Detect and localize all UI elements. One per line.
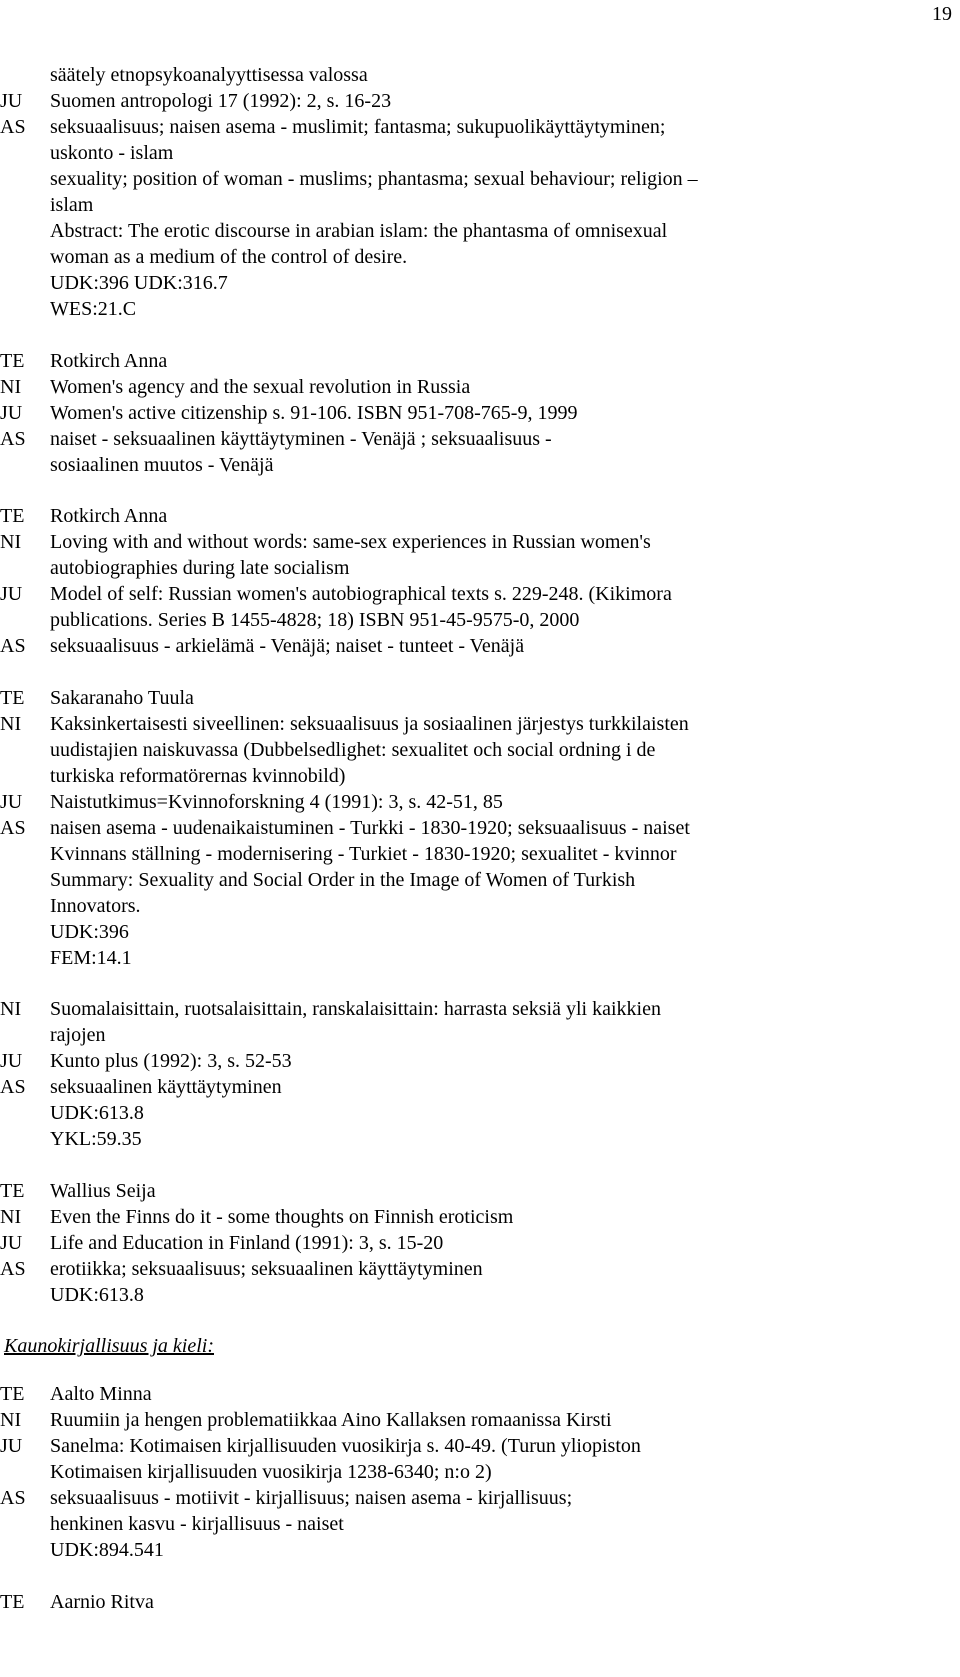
- entry-field: [0, 348, 960, 374]
- entry-field: [0, 1589, 960, 1615]
- entry-field: [0, 996, 960, 1048]
- field-tag: NI: [0, 1205, 22, 1228]
- field-value: [50, 711, 960, 789]
- field-line: Rotkirch Anna: [50, 505, 168, 527]
- field-line: Kvinnans ställning - modernisering - Turkiet - 1830-1920; sexualitet - kvinnor: [50, 842, 677, 865]
- entry-field: [0, 1433, 960, 1485]
- field-line: WES:21.C: [50, 298, 137, 320]
- field-line: säätely etnopsykoanalyyttisessa valossa: [50, 64, 368, 86]
- field-line: rajojen: [50, 1024, 106, 1046]
- field-value: [50, 581, 960, 633]
- field-tag: NI: [0, 1409, 22, 1431]
- field-value: [50, 1074, 960, 1152]
- field-line: Summary: Sexuality and Social Order in the Image of Women of Turkish: [50, 868, 636, 891]
- field-value: [50, 633, 960, 659]
- field-value: [50, 88, 960, 114]
- field-tag: TE: [0, 1383, 25, 1405]
- entry-field: [0, 1178, 960, 1204]
- field-value: [50, 1381, 960, 1407]
- field-line: Model of self: Russian women's autobiographical texts s. 229-248. (Kikimora: [50, 583, 672, 605]
- entry-field: [0, 1407, 960, 1433]
- field-tag: JU: [0, 1435, 23, 1457]
- field-line: uudistajien naiskuvassa (Dubbelsedlighet: sexualitet och social ordning i de: [50, 738, 656, 761]
- field-tag: AS: [0, 427, 26, 450]
- field-tag: TE: [0, 349, 25, 372]
- field-line: autobiographies during late socialism: [50, 557, 350, 579]
- field-value: [50, 1485, 960, 1563]
- field-line: Kotimaisen kirjallisuuden vuosikirja 1238-6340; n:o 2): [50, 1461, 492, 1483]
- field-line: Suomalaisittain, ruotsalaisittain, ranskalaisittain: harrasta seksiä yli kaikkien: [50, 998, 661, 1020]
- field-value: [50, 348, 960, 374]
- bibliography-entry: [0, 996, 960, 1152]
- field-line: Kunto plus (1992): 3, s. 52-53: [50, 1050, 292, 1072]
- field-tag: TE: [0, 1179, 25, 1202]
- field-value: [50, 1178, 960, 1204]
- field-tag: AS: [0, 1076, 26, 1098]
- field-line: seksuaalisuus - arkielämä - Venäjä; naiset - tunteet - Venäjä: [50, 635, 525, 657]
- entry-field: [0, 1074, 960, 1152]
- entry-field: [0, 815, 960, 971]
- field-value: [50, 996, 960, 1048]
- field-line: sosiaalinen muutos - Venäjä: [50, 453, 274, 476]
- field-line: UDK:894.541: [50, 1539, 164, 1561]
- field-value: [50, 789, 960, 815]
- field-line: Wallius Seija: [50, 1179, 156, 1202]
- field-tag: JU: [0, 790, 23, 813]
- field-value: [50, 374, 960, 400]
- field-tag: AS: [0, 635, 26, 657]
- field-value: [50, 426, 960, 478]
- field-line: Aarnio Ritva: [50, 1590, 154, 1613]
- entry-field: [0, 581, 960, 633]
- field-value: [50, 1433, 960, 1485]
- field-tag: JU: [0, 1231, 23, 1254]
- field-value: [50, 1589, 960, 1615]
- bibliography-entry: [0, 685, 960, 971]
- field-tag: AS: [0, 1257, 26, 1280]
- field-tag: JU: [0, 90, 23, 112]
- field-value: [50, 114, 960, 322]
- field-tag: TE: [0, 505, 25, 527]
- entry-field: [0, 789, 960, 815]
- bibliography-entry: [0, 1178, 960, 1308]
- field-tag: TE: [0, 1590, 25, 1613]
- field-line: UDK:396 UDK:316.7: [50, 272, 228, 294]
- field-line: Ruumiin ja hengen problematiikkaa Aino Kallaksen romaanissa Kirsti: [50, 1409, 612, 1431]
- field-line: turkiska reformatörernas kvinnobild): [50, 764, 346, 787]
- field-value: [50, 1230, 960, 1256]
- bibliography-entry: [0, 62, 960, 322]
- field-line: UDK:613.8: [50, 1102, 144, 1124]
- field-line: seksuaalisuus; naisen asema - muslimit; fantasma; sukupuolikäyttäytyminen;: [50, 116, 666, 138]
- field-value: [50, 529, 960, 581]
- entry-field: [0, 633, 960, 659]
- section-entry-list: [0, 1381, 960, 1615]
- field-line: seksuaalisuus - motiivit - kirjallisuus; naisen asema - kirjallisuus;: [50, 1487, 573, 1509]
- field-line: seksuaalinen käyttäytyminen: [50, 1076, 282, 1098]
- bibliography-entry: [0, 1589, 960, 1615]
- entry-list: [0, 62, 960, 1308]
- field-tag: NI: [0, 531, 22, 553]
- field-tag: AS: [0, 816, 26, 839]
- field-line: Loving with and without words: same-sex experiences in Russian women's: [50, 531, 651, 553]
- field-line: Abstract: The erotic discourse in arabian islam: the phantasma of omnisexual: [50, 220, 668, 242]
- entry-field: [0, 374, 960, 400]
- page-number: 19: [932, 3, 952, 25]
- field-line: Innovators.: [50, 894, 141, 917]
- field-line: erotiikka; seksuaalisuus; seksuaalinen käyttäytyminen: [50, 1257, 483, 1280]
- field-tag: AS: [0, 116, 26, 138]
- field-line: Naistutkimus=Kvinnoforskning 4 (1991): 3, s. 42-51, 85: [50, 790, 503, 813]
- entry-field: [0, 114, 960, 322]
- section-heading: Kaunokirjallisuus ja kieli:: [4, 1335, 214, 1357]
- entry-field: [0, 62, 960, 88]
- entry-field: [0, 711, 960, 789]
- entry-field: [0, 529, 960, 581]
- entry-field: [0, 1485, 960, 1563]
- field-tag: TE: [0, 686, 25, 709]
- field-line: woman as a medium of the control of desire.: [50, 246, 408, 268]
- entry-field: [0, 503, 960, 529]
- field-line: Kaksinkertaisesti siveellinen: seksuaalisuus ja sosiaalinen järjestys turkkilaisten: [50, 712, 689, 735]
- field-tag: AS: [0, 1487, 26, 1509]
- field-line: Rotkirch Anna: [50, 349, 168, 372]
- field-line: Even the Finns do it - some thoughts on Finnish eroticism: [50, 1205, 514, 1228]
- field-line: naisen asema - uudenaikaistuminen - Turkki - 1830-1920; seksuaalisuus - naiset: [50, 816, 690, 839]
- field-line: naiset - seksuaalinen käyttäytyminen - Venäjä ; seksuaalisuus -: [50, 427, 552, 450]
- field-tag: [0, 62, 50, 88]
- field-line: publications. Series B 1455-4828; 18) ISBN 951-45-9575-0, 2000: [50, 609, 580, 631]
- field-line: UDK:396: [50, 920, 129, 943]
- entry-field: [0, 426, 960, 478]
- field-line: sexuality; position of woman - muslims; phantasma; sexual behaviour; religion –: [50, 168, 698, 190]
- entry-field: [0, 400, 960, 426]
- field-value: [50, 1407, 960, 1433]
- field-line: YKL:59.35: [50, 1128, 142, 1150]
- field-tag: JU: [0, 401, 23, 424]
- field-value: [50, 503, 960, 529]
- entry-field: [0, 88, 960, 114]
- entry-field: [0, 1381, 960, 1407]
- field-value: [50, 1204, 960, 1230]
- field-tag: NI: [0, 998, 22, 1020]
- field-line: islam: [50, 194, 94, 216]
- field-value: [50, 62, 960, 88]
- bibliography-entry: [0, 348, 960, 478]
- entry-field: [0, 1256, 960, 1308]
- field-line: Life and Education in Finland (1991): 3, s. 15-20: [50, 1231, 444, 1254]
- field-line: uskonto - islam: [50, 142, 174, 164]
- field-tag: JU: [0, 583, 23, 605]
- field-value: [50, 685, 960, 711]
- field-line: Suomen antropologi 17 (1992): 2, s. 16-23: [50, 90, 392, 112]
- entry-field: [0, 685, 960, 711]
- bibliography-content: [0, 62, 960, 1640]
- field-line: henkinen kasvu - kirjallisuus - naiset: [50, 1513, 344, 1535]
- bibliography-entry: [0, 503, 960, 659]
- field-value: [50, 1256, 960, 1308]
- field-tag: NI: [0, 712, 22, 735]
- field-tag: NI: [0, 375, 22, 398]
- field-line: Women's active citizenship s. 91-106. ISBN 951-708-765-9, 1999: [50, 401, 578, 424]
- bibliography-entry: [0, 1381, 960, 1563]
- field-line: Aalto Minna: [50, 1383, 152, 1405]
- field-value: [50, 1048, 960, 1074]
- entry-field: [0, 1048, 960, 1074]
- field-line: Sakaranaho Tuula: [50, 686, 194, 709]
- field-tag: JU: [0, 1050, 23, 1072]
- field-line: FEM:14.1: [50, 946, 132, 969]
- entry-field: [0, 1230, 960, 1256]
- field-value: [50, 815, 960, 971]
- field-line: UDK:613.8: [50, 1283, 144, 1306]
- field-line: Sanelma: Kotimaisen kirjallisuuden vuosikirja s. 40-49. (Turun yliopiston: [50, 1435, 641, 1457]
- entry-field: [0, 1204, 960, 1230]
- field-line: Women's agency and the sexual revolution in Russia: [50, 375, 471, 398]
- field-value: [50, 400, 960, 426]
